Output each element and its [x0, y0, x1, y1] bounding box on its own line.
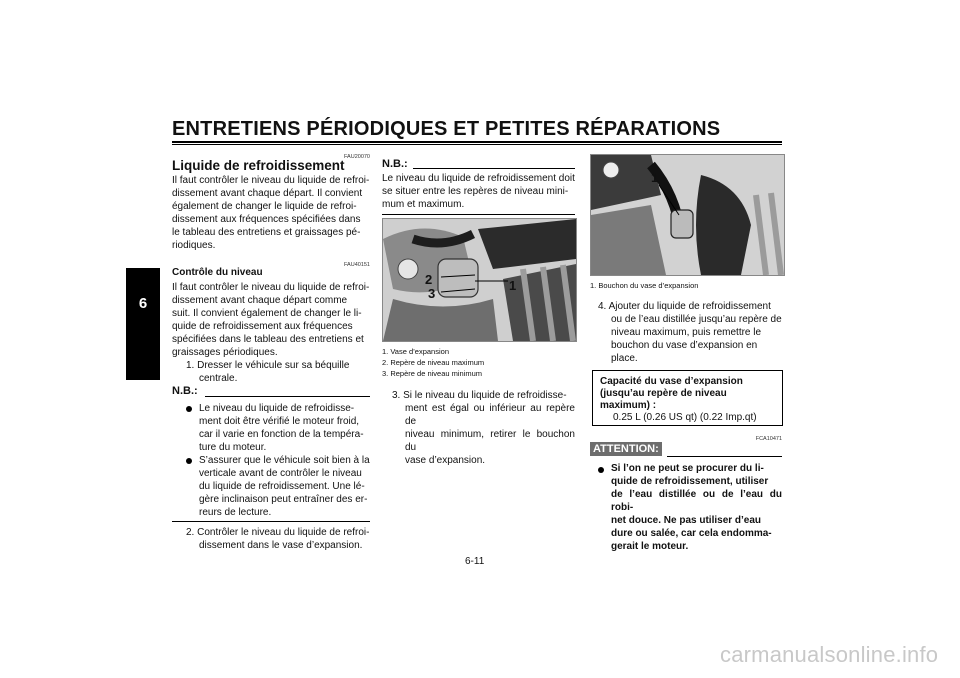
text-line: 4. Ajouter du liquide de refroidissement: [598, 301, 771, 312]
text-line: 2. Contrôler le niveau du liquide de refroi-: [186, 527, 370, 538]
text-line: bouchon du vase d’expansion en: [611, 340, 758, 351]
text-line: 1. Dresser le véhicule sur sa béquille: [186, 360, 350, 371]
text-line: ment est égal ou inférieur au repère de: [405, 403, 575, 427]
text-line: se situer entre les repères de niveau mini-: [382, 186, 569, 197]
callout-label: 1: [509, 278, 517, 293]
text-line: 3. Si le niveau du liquide de refroidisse-: [392, 390, 567, 401]
nb-label: N.B.:: [172, 385, 198, 397]
reference-code: FAU20070: [344, 154, 370, 160]
text-line: de l’eau distillée ou de l’eau du robi-: [611, 489, 782, 513]
nb-end-rule: [172, 521, 370, 522]
spec-title-line: (jusqu’au repère de niveau: [600, 388, 727, 399]
step-3: [392, 389, 575, 467]
text-line: riodiques.: [172, 240, 216, 251]
text-line: quide de refroidissement, utiliser: [611, 476, 769, 487]
text-line: centrale.: [199, 373, 238, 384]
text-line: reurs de lecture.: [199, 507, 272, 518]
nb-rule: [413, 168, 575, 169]
bullet-item: [199, 402, 370, 454]
bullet-dot: [598, 467, 604, 473]
attention-label: ATTENTION:: [590, 442, 662, 456]
text-line: Il faut contrôler le niveau du liquide de refroi-: [172, 175, 370, 186]
step-4: [598, 300, 783, 365]
text-line: verticale avant de contrôler le niveau: [199, 468, 362, 479]
page-title: ENTRETIENS PÉRIODIQUES ET PETITES RÉPARATIONS: [172, 118, 721, 140]
nb-label: N.B.:: [382, 158, 408, 170]
text-line: car il varie en fonction de la tempéra-: [199, 429, 364, 440]
step-1: [186, 359, 370, 385]
text-line: net douce. Ne pas utiliser d’eau: [611, 515, 762, 526]
text-line: également de changer le liquide de refroi-: [172, 201, 357, 212]
engine-illustration: [591, 155, 784, 275]
intro-paragraph: [172, 174, 370, 252]
engine-illustration: [383, 219, 576, 341]
text-line: place.: [611, 353, 638, 364]
figure-captions: [382, 346, 575, 379]
caption-item: 1. Vase d’expansion: [382, 347, 449, 356]
expansion-tank-photo: [382, 218, 577, 342]
text-line: spécifiées dans le tableau des entretiens et: [172, 334, 364, 345]
reference-code: FAU40151: [344, 262, 370, 268]
text-line: niveau maximum, puis remettre le: [611, 327, 762, 338]
section-heading: Liquide de refroidissement: [172, 158, 345, 173]
chapter-number: 6: [138, 295, 148, 312]
text-line: dissement avant chaque départ comme: [172, 295, 348, 306]
caption-item: 3. Repère de niveau minimum: [382, 369, 483, 378]
spec-title-line: Capacité du vase d’expansion: [600, 376, 743, 387]
text-line: Il faut contrôler le niveau du liquide de refroi-: [172, 282, 370, 293]
caption-item: 2. Repère de niveau maximum: [382, 358, 485, 367]
text-line: S’assurer que le véhicule soit bien à la: [199, 455, 370, 466]
text-line: gère inclinaison peut entraîner des er-: [199, 494, 368, 505]
expansion-tank-cap-photo: [590, 154, 785, 276]
attention-rule: [667, 456, 782, 457]
text-line: dissement aux fréquences spécifiées dans: [172, 214, 361, 225]
page-number: 6-11: [465, 556, 485, 567]
text-line: Le niveau du liquide de refroidissement doit: [382, 173, 575, 184]
nb-end-rule: [382, 214, 575, 215]
reference-code: FCA10471: [755, 436, 782, 442]
text-line: niveau minimum, retirer le bouchon du: [405, 429, 575, 453]
text-line: quide de refroidissement aux fréquences: [172, 321, 353, 332]
step-2: [186, 526, 370, 552]
text-line: du liquide de refroidissement. Une lé-: [199, 481, 365, 492]
header-rule-thin: [172, 144, 782, 145]
text-line: vase d’expansion.: [405, 455, 486, 466]
text-line: graissages périodiques.: [172, 347, 278, 358]
spec-title-line: maximum) :: [600, 400, 657, 411]
text-line: suit. Il convient également de changer le li-: [172, 308, 362, 319]
text-line: mum et maximum.: [382, 199, 465, 210]
text-line: dure ou salée, car cela endomma-: [611, 528, 772, 539]
text-line: Si l’on ne peut se procurer du li-: [611, 463, 764, 474]
bullet-dot: [186, 406, 192, 412]
text-line: dissement avant chaque départ. Il convient: [172, 188, 363, 199]
chapter-tab: [126, 268, 160, 380]
text-line: Le niveau du liquide de refroidisse-: [199, 403, 355, 414]
spec-value: 0.25 L (0.26 US qt) (0.22 Imp.qt): [613, 412, 757, 423]
figure-caption: 1. Bouchon du vase d’expansion: [590, 281, 699, 290]
text-line: dissement dans le vase d’expansion.: [199, 540, 363, 551]
watermark: carmanualsonline.info: [720, 642, 939, 667]
callout-label: 2: [425, 272, 433, 287]
bullet-dot: [186, 458, 192, 464]
bullet-item: [199, 454, 370, 519]
text-line: ment doit être vérifié le moteur froid,: [199, 416, 360, 427]
level-check-paragraph: [172, 281, 370, 359]
text-line: le tableau des entretiens et graissages pé-: [172, 227, 361, 238]
callout-label: 1: [651, 170, 659, 185]
text-line: ou de l’eau distillée jusqu’au repère de: [611, 314, 782, 325]
callout-label: 3: [428, 286, 436, 301]
text-line: gerait le moteur.: [611, 541, 689, 552]
nb-text: [382, 172, 575, 211]
subsection-heading: Contrôle du niveau: [172, 267, 263, 278]
header-rule: [172, 141, 782, 143]
attention-warning: [611, 462, 782, 553]
nb-rule: [205, 396, 370, 397]
capacity-spec-box: [592, 370, 783, 426]
text-line: ture du moteur.: [199, 442, 267, 453]
